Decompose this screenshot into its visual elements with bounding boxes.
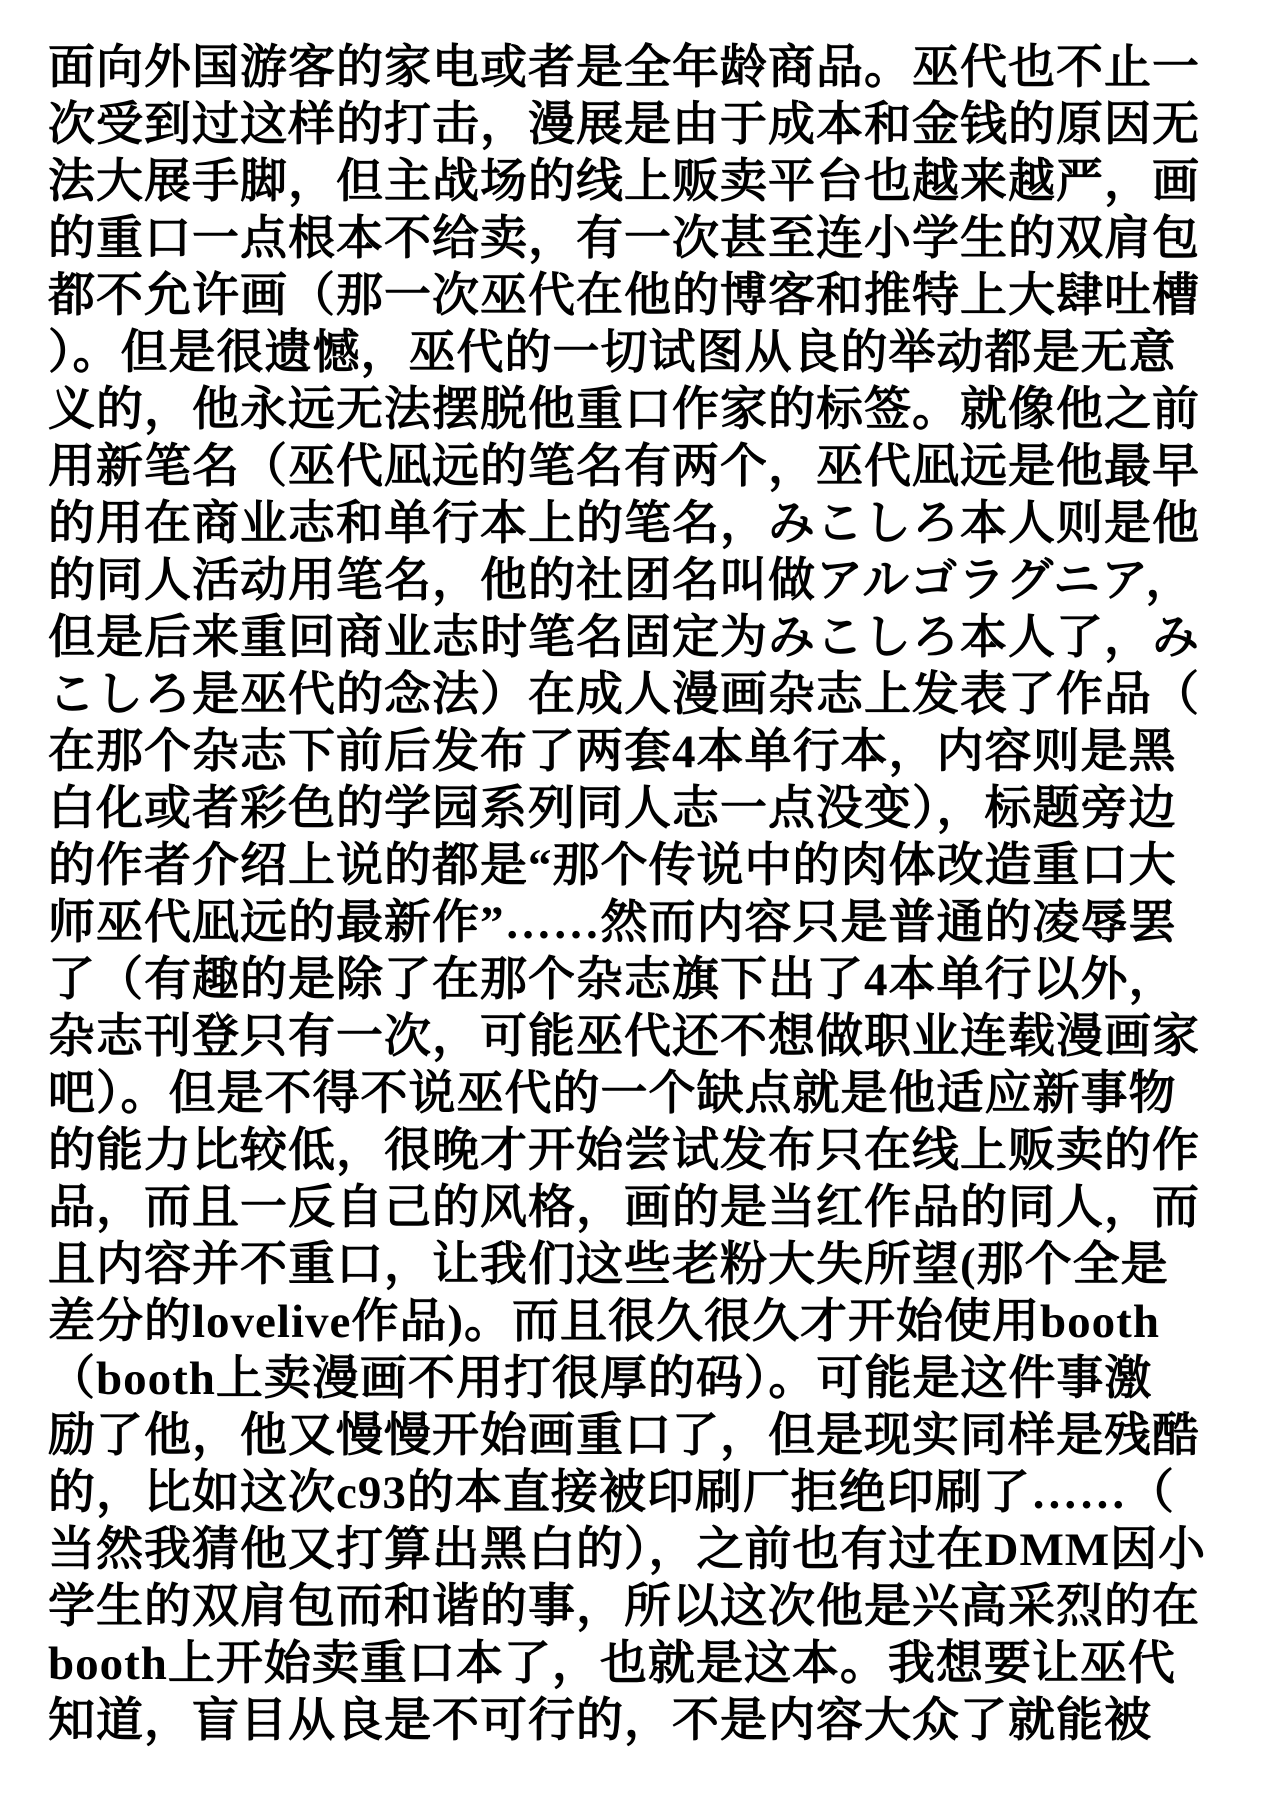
text-line: 杂志刊登只有一次，可能巫代还不想做职业连载漫画家 [48,1011,1200,1063]
text-line: こしろ是巫代的念法）在成人漫画杂志上发表了作品（ [48,669,1200,721]
text-line: （booth上卖漫画不用打很厚的码）。可能是这件事激 [48,1353,1153,1405]
text-line: 的能力比较低，很晚才开始尝试发布只在线上贩卖的作 [48,1125,1200,1177]
text-line: 的重口一点根本不给卖，有一次甚至连小学生的双肩包 [48,213,1200,265]
text-line: 白化或者彩色的学园系列同人志一点没变），标题旁边 [48,783,1177,835]
text-line: 面向外国游客的家电或者是全年龄商品。巫代也不止一 [48,42,1200,94]
text-line: 差分的lovelive作品)。而且很久很久才开始使用booth [48,1296,1160,1348]
text-line: 当然我猜他又打算出黑白的），之前也有过在DMM因小 [48,1524,1207,1576]
text-line: 了（有趣的是除了在那个杂志旗下出了4本单行以外， [48,954,1177,1006]
text-line: 的用在商业志和单行本上的笔名，みこしろ本人则是他 [48,498,1200,550]
text-line: 义的，他永远无法摆脱他重口作家的标签。就像他之前 [48,384,1200,436]
text-line: 法大展手脚，但主战场的线上贩卖平台也越来越严，画 [48,156,1200,208]
text-line: ）。但是很遗憾，巫代的一切试图从良的举动都是无意 [48,327,1177,379]
text-line: 的同人活动用笔名，他的社团名叫做アルゴラグニア， [48,555,1194,607]
text-line: 知道，盲目从良是不可行的，不是内容大众了就能被 [48,1695,1152,1747]
text-line: 且内容并不重口，让我们这些老粉大失所望(那个全是 [48,1239,1169,1291]
text-line: 在那个杂志下前后发布了两套4本单行本，内容则是黑 [48,726,1177,778]
text-line: 吧）。但是不得不说巫代的一个缺点就是他适应新事物 [48,1068,1177,1120]
text-line: 的，比如这次c93的本直接被印刷厂拒绝印刷了……（ [48,1467,1175,1519]
text-line: 用新笔名（巫代凪远的笔名有两个，巫代凪远是他最早 [48,441,1200,493]
text-line: 品，而且一反自己的风格，画的是当红作品的同人，而 [48,1182,1200,1234]
text-line: 师巫代凪远的最新作”……然而内容只是普通的凌辱罢 [48,897,1177,949]
text-line: 但是后来重回商业志时笔名固定为みこしろ本人了，み [48,612,1200,664]
text-line: 励了他，他又慢慢开始画重口了，但是现实同样是残酷 [48,1410,1200,1462]
text-line: 学生的双肩包而和谐的事，所以这次他是兴高采烈的在 [48,1581,1200,1633]
text-line: 都不允许画（那一次巫代在他的博客和推特上大肆吐槽 [48,270,1200,322]
text-line: 的作者介绍上说的都是“那个传说中的肉体改造重口大 [48,840,1177,892]
text-line: booth上开始卖重口本了，也就是这本。我想要让巫代 [48,1638,1176,1690]
text-line: 次受到过这样的打击，漫展是由于成本和金钱的原因无 [48,99,1200,151]
